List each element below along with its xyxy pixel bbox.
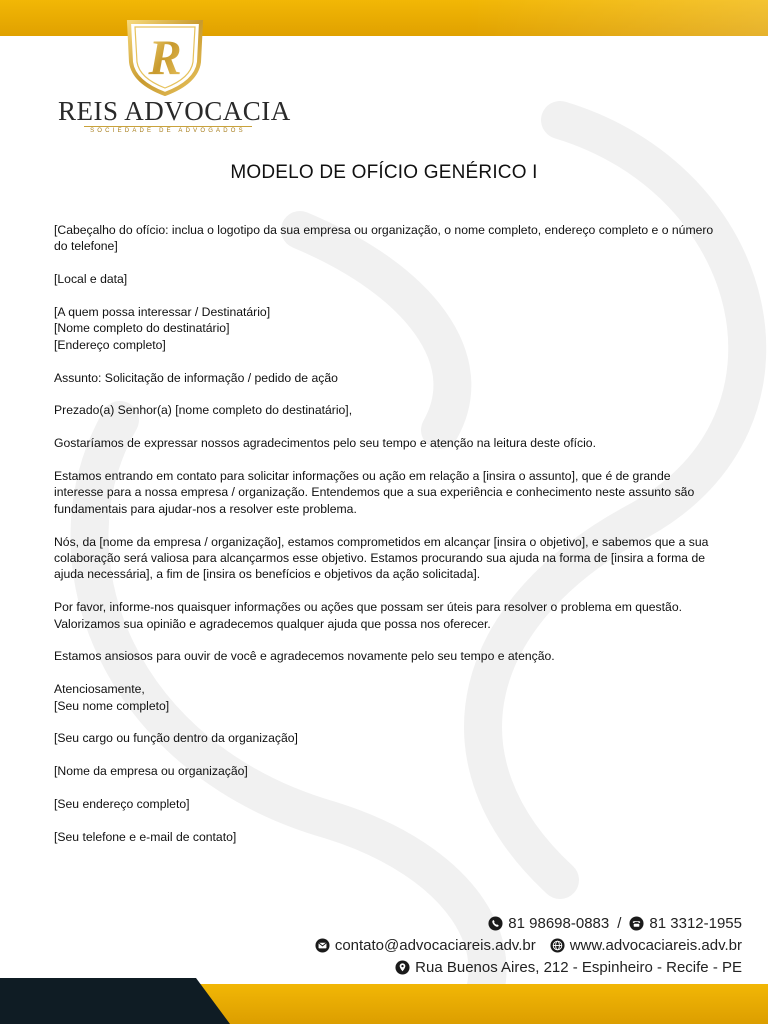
phone-icon <box>629 916 644 931</box>
body-paragraph-4: Por favor, informe-nos quaisquer informações ou ações que possam ser úteis para resolver o problema em questão. Valorizamos sua opinião e agradecemos qualquer ajuda que possa nos oferecer. <box>54 600 682 631</box>
body-paragraph-5: Estamos ansiosos para ouvir de você e agradecemos novamente pelo seu tempo e atenção. <box>54 649 555 664</box>
document-body <box>54 222 718 862</box>
email-website-line <box>272 934 742 956</box>
body-paragraph-1: Gostaríamos de expressar nossos agradecimentos pelo seu tempo e atenção na leitura deste ofício. <box>54 436 596 451</box>
logo-monogram: R <box>148 29 182 85</box>
signature-address: [Seu endereço completo] <box>54 797 190 812</box>
whatsapp-icon <box>488 916 503 931</box>
logo-tagline: SOCIEDADE DE ADVOGADOS <box>84 126 252 134</box>
recipient-address: [Endereço completo] <box>54 337 166 352</box>
email-icon <box>315 938 330 953</box>
phone-number[interactable]: 81 3312-1955 <box>649 914 742 932</box>
header-note: [Cabeçalho do ofício: inclua o logotipo da sua empresa ou organização, o nome completo, endereço completo e o número do telefone] <box>54 223 714 254</box>
address-text: Rua Buenos Aires, 212 - Espinheiro - Recife - PE <box>415 958 742 976</box>
signature-company: [Nome da empresa ou organização] <box>54 764 248 779</box>
phone-separator: / <box>617 914 622 932</box>
signature-name: [Seu nome completo] <box>54 698 170 713</box>
closing: Atenciosamente, <box>54 682 145 697</box>
globe-icon <box>550 938 565 953</box>
recipient-line: [A quem possa interessar / Destinatário] <box>54 305 271 319</box>
body-paragraph-2: Estamos entrando em contato para solicitar informações ou ação em relação a [insira o assunto], que é de grande interesse para a nossa empresa / organização. Entendemos que a sua experiência e conhecimento neste assunto são fundamentais para ajudar-nos a resolver este problema. <box>54 469 695 516</box>
body-paragraph-3: Nós, da [nome da empresa / organização], estamos comprometidos em alcançar [insira o objetivo], e sabemos que a sua colaboração será valiosa para alcançarmos esse objetivo. Estamos procurando sua ajuda na forma de [insira a forma de ajuda necessária], a fim de [insira os benefícios e objetivos da ação solicitada]. <box>54 534 709 582</box>
address-line <box>272 956 742 978</box>
recipient-name: [Nome completo do destinatário] <box>54 321 230 336</box>
whatsapp-number[interactable]: 81 98698-0883 <box>508 914 610 932</box>
greeting: Prezado(a) Senhor(a) [nome completo do destinatário], <box>54 403 353 418</box>
subject-line: Assunto: Solicitação de informação / pedido de ação <box>54 370 338 385</box>
logo-company-name: REIS ADVOCACIA <box>58 96 291 126</box>
location-pin-icon <box>395 960 410 975</box>
email-link[interactable]: contato@advocaciareis.adv.br <box>334 936 536 954</box>
signature-contact: [Seu telefone e e-mail de contato] <box>54 829 237 844</box>
signature-role: [Seu cargo ou função dentro da organização] <box>54 731 298 746</box>
document-title: MODELO DE OFÍCIO GENÉRICO I <box>230 162 538 183</box>
footer-contacts <box>272 912 742 978</box>
phone-line <box>272 912 742 934</box>
footer-dark-accent <box>0 978 230 1024</box>
website-link[interactable]: www.advocaciareis.adv.br <box>569 936 742 954</box>
place-date: [Local e data] <box>54 272 128 287</box>
company-logo <box>58 16 291 134</box>
logo-shield-emblem <box>123 16 207 96</box>
